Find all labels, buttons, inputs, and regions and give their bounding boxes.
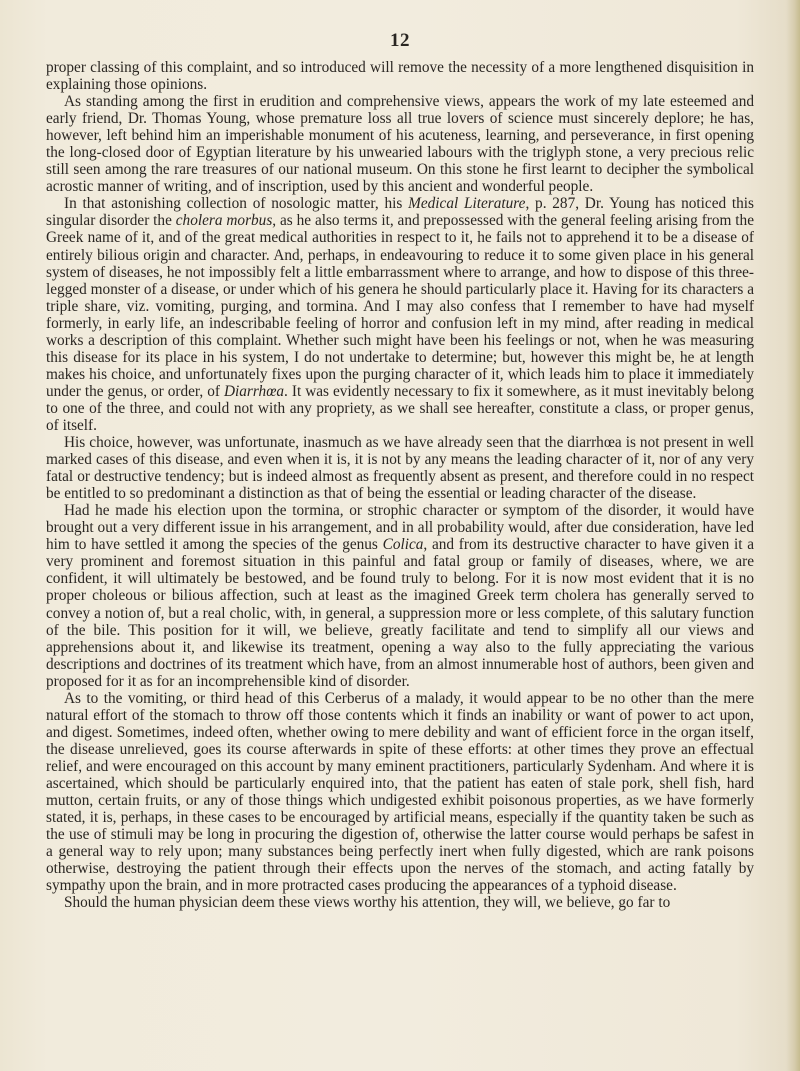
page-number: 12	[390, 30, 410, 51]
paragraph	[46, 93, 754, 195]
text-run: , and from its destructive character to have given it a very prominent and foremost situation in this painful and fatal group or family of diseases, where, we are confident, it will ultimately be bestowed, and be found truly to belong. For it is now most evident that it is no proper choleous or bilious affection, such at least as the imagined Greek term cholera has generally served to convey a notion of, but a real cholic, with, in general, a suppression more or less complete, of this salutary function of the bile. This position for it will, we believe, greatly facilitate and tend to simplify all our views and apprehensions about it, and likewise its treatment, opening a way also to the fully appreciating the various descriptions and doctrines of its treatment which have, from an almost innumerable host of authors, been given and proposed for it as for an incomprehensible kind of disorder.	[46, 536, 754, 690]
text-run: His choice, however, was unfortunate, inasmuch as we have already seen that the diarrhœa is not present in well marked cases of this disease, and even when it is, it is not by any means the leading character of it, nor of any very fatal or destructive tendency; but is indeed almost as frequently absent as present, and therefore could in no respect be entitled to so predominant a distinction as that of being the essential or leading character of the disease.	[46, 434, 754, 503]
paragraph	[46, 195, 754, 434]
paragraph	[46, 59, 754, 93]
text-run: Should the human physician deem these views worthy his attention, they will, we believe, go far to	[64, 894, 671, 912]
body-text	[46, 59, 754, 911]
italic-text: Diarrhœa	[223, 382, 285, 400]
italic-text: Medical Literature	[408, 195, 526, 213]
text-run: As standing among the first in erudition and comprehensive views, appears the work of my late esteemed and early friend, Dr. Thomas Young, whose premature loss all true lovers of science must sincerely deplore; he has, however, left behind him an imperishable monument of his acuteness, learning, and perseverance, in first opening the long-closed door of Egyptian literature by his unwearied labours with the triglyph stone, a very precious relic still seen among the rare treasures of our national museum. On this stone he first learnt to decipher the symbolical acrostic manner of writing, and of inscription, used by this ancient and wonderful people.	[46, 93, 754, 196]
paragraph	[46, 894, 754, 911]
text-run: Had he made his election upon the tormina, or strophic character or symptom of the disorder, it would have brought out a very different issue in his arrangement, and in all probability would, after due consideration, have led him to have settled it among the species of the genus	[46, 502, 754, 554]
page-edge-shadow	[786, 0, 800, 1071]
italic-text: Colica	[382, 536, 424, 554]
paragraph	[46, 690, 754, 895]
text-run: , p. 287, Dr. Young has noticed this singular disorder the	[46, 195, 755, 230]
paragraph	[46, 502, 754, 690]
paragraph	[46, 434, 754, 502]
italic-text: cholera morbus	[175, 212, 273, 230]
text-run: In that astonishing collection of nosologic matter, his	[64, 195, 409, 213]
text-run: proper classing of this complaint, and so introduced will remove the necessity of a more lengthened disquisition in explaining those opinions.	[46, 59, 754, 94]
text-run: As to the vomiting, or third head of this Cerberus of a malady, it would appear to be no other than the mere natural effort of the stomach to throw off those contents which it finds an inability or want of power to act upon, and digest. Sometimes, indeed often, whether owing to mere debility and want of efficient force in the organ itself, the disease unrelieved, goes its course afterwards in spite of these efforts: at other times they prove an effectual relief, and were encouraged on this account by many eminent practitioners, particularly Sydenham. And where it is ascertained, which should be particularly enquired into, that the patient has eaten of stale pork, shell fish, hard mutton, certain fruits, or any of those things which undigested exhibit poisonous properties, as we have formerly stated, it is, perhaps, in these cases to be encouraged by artificial means, especially if the quantity taken be such as the use of stimuli may be long in procuring the digestion of, otherwise the latter course would perhaps be safest in a general way to rely upon; many substances being perfectly inert when fully digested, which are rank poisons otherwise, destroying the patient through their effects upon the nerves of the stomach, and acting fatally by sympathy upon the brain, and in more protracted cases producing the appearances of a typhoid disease.	[46, 689, 754, 895]
text-run: , as he also terms it, and prepossessed with the general feeling arising from the Greek name of it, and of the great medical authorities in respect to it, he fails not to apprehend it to be a disease of entirely bilious origin and character. And, perhaps, in endeavouring to reduce it to some given place in his general system of diseases, he not impossibly felt a little embarrassment where to arrange, and how to dispose of this three-legged monster of a disease, or under which of his genera he should particularly place it. Having for its characters a triple share, viz. vomiting, purging, and tormina. And I may also confess that I remember to have had myself formerly, in early life, an indescribable feeling of horror and confusion left in my mind, after reading in medical works a description of this complaint. Whether such might have been his feelings or not, when he was measuring this disease for its place in his system, I do not undertake to determine; but, however this might be, he at length makes his choice, and unfortunately fixes upon the purging character of it, which leads him to place it immediately under the genus, or order, of	[46, 212, 754, 400]
text-run: . It was evidently necessary to fix it somewhere, as it must inevitably belong to one of the three, and could not with any propriety, as we shall see hereafter, constitute a class, or proper genus, of itself.	[46, 382, 754, 434]
